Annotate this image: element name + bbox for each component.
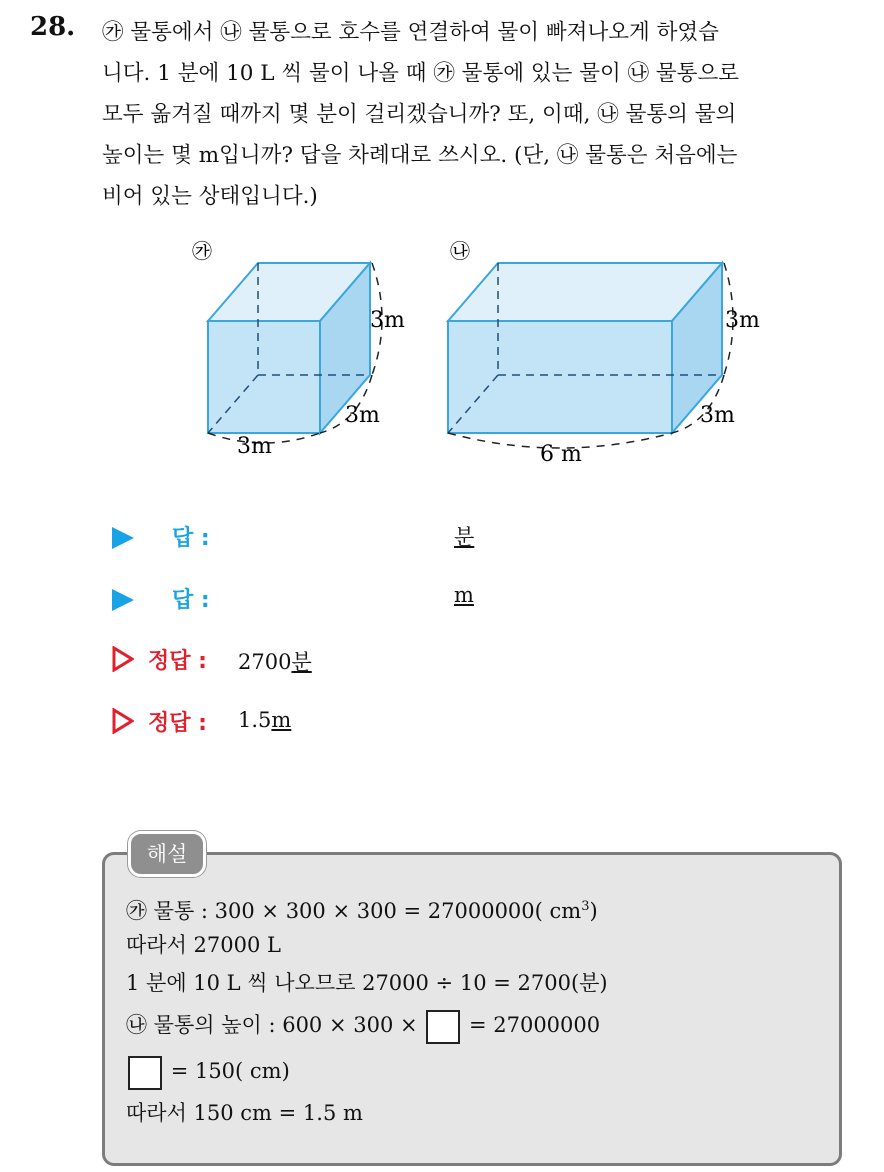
question-line: 비어 있는 상태입니다.) [102,184,318,209]
answer-row [108,521,708,555]
solution-text [126,888,608,1132]
question-line: 모두 옮겨질 때까지 몇 분이 걸리겠습니까? 또, 이때, ㉯ 물통의 물의 [102,102,737,127]
tank-a-label: ㉮ [192,239,212,263]
solution-line-1-text: ㉮ 물통 : 300 × 300 × 300 = 27000000( cm [126,899,582,923]
solution-line [126,1048,608,1094]
play-triangle-icon [112,527,134,549]
tank-b-front [448,321,672,433]
outline-triangle-icon [112,708,134,734]
solution-line: 1 분에 10 L 씩 나오므로 27000 ÷ 10 = 2700(분) [126,971,608,995]
solution-line-4-before: ㉯ 물통의 높이 : 600 × 300 × [126,1013,418,1037]
tank-b-height-label: 3m [725,308,760,333]
tank-b-depth-label: 3m [700,403,735,428]
solution-line [126,1002,608,1048]
answer-label: 답 : [172,526,210,551]
tank-a-height-label: 3m [370,308,405,333]
answer-unit: 분 [454,525,475,549]
answer-label: 답 : [172,588,210,613]
play-triangle-icon [112,589,134,611]
correct-unit: m [271,708,292,732]
solution-line: 따라서 27000 L [126,933,281,957]
outline-triangle-icon [112,646,134,672]
tank-a-front [208,321,320,433]
tank-b-label: ㉯ [450,239,470,263]
solution-line-5-after: = 150( cm) [170,1059,290,1083]
correct-number: 1.5 [238,708,272,732]
solution-line [126,888,608,926]
question-text [102,12,862,217]
solution-line: 따라서 150 cm = 1.5 m [126,1101,363,1125]
tank-b [448,263,733,448]
correct-answer-row [108,706,708,740]
answer-row [108,583,708,617]
solution-tab: 해설 [128,831,206,877]
correct-value [238,646,312,676]
question-number: 28. [30,12,76,42]
answer-unit: m [454,583,474,607]
correct-value [238,708,291,732]
question-line: 니다. 1 분에 10 L 씩 물이 나올 때 ㉮ 물통에 있는 물이 ㉯ 물통으로 [102,61,739,86]
tank-b-width-label: 6 m [540,442,582,467]
solution-line-1-end: ) [589,899,598,923]
water-tank-figure [180,225,780,470]
solution-line-4-after: = 27000000 [468,1013,601,1037]
tank-a-width-label: 3m [237,434,272,459]
correct-unit: 분 [291,650,312,674]
correct-answer-row [108,644,708,678]
question-line: ㉮ 물통에서 ㉯ 물통으로 호수를 연결하여 물이 빠져나오게 하였습 [102,20,719,45]
blank-box [426,1010,460,1044]
correct-label: 정답 : [148,711,207,736]
correct-label: 정답 : [148,649,207,674]
question-line: 높이는 몇 m입니까? 답을 차례대로 쓰시오. (단, ㉯ 물통은 처음에는 [102,143,738,168]
blank-box [128,1056,162,1090]
tank-a-depth-label: 3m [345,403,380,428]
correct-number: 2700 [238,650,292,674]
superscript: 3 [581,899,590,914]
